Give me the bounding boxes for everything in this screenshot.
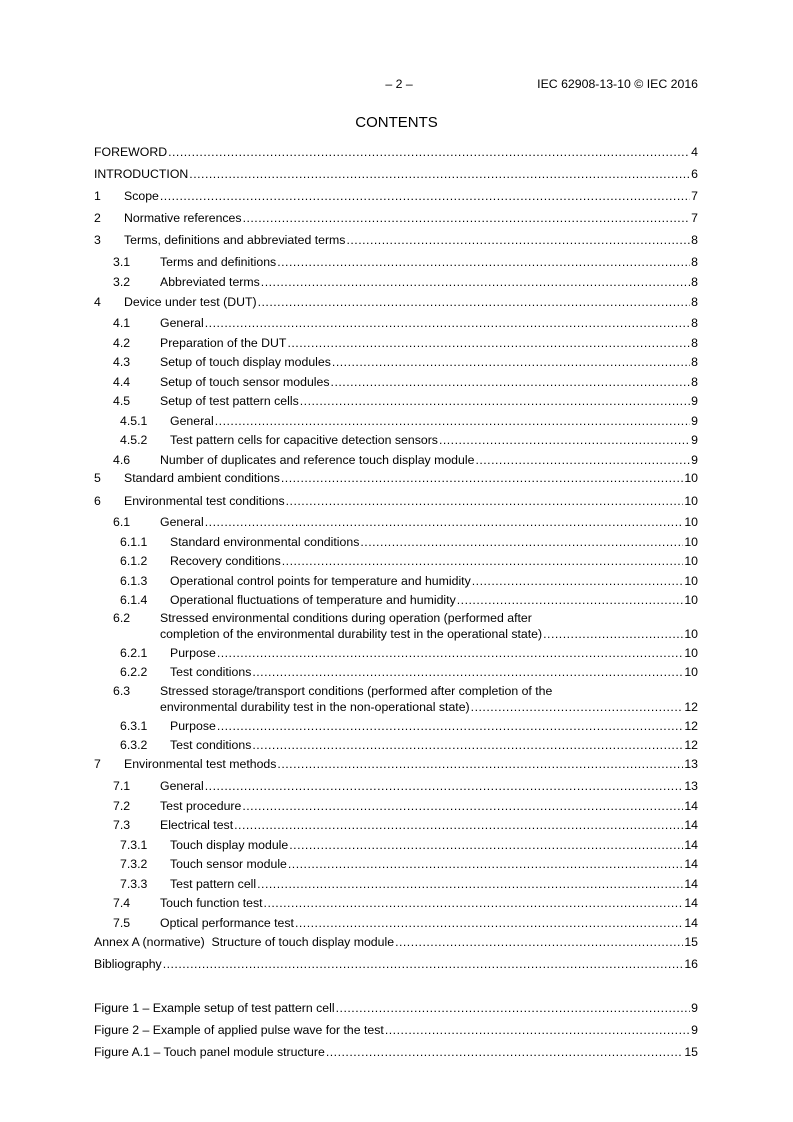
toc-entry-foreword[interactable]: FOREWORD ..... 4 [94, 144, 698, 160]
toc-entry[interactable]: 7.3.1 Touch display module ..... 14 [94, 837, 698, 853]
toc-entry[interactable]: 4.3 Setup of touch display modules ..... 8 [94, 354, 698, 370]
toc-entry-number: 6.2 [113, 611, 131, 625]
toc-entry[interactable]: 5 Standard ambient conditions ..... 10 [94, 470, 698, 486]
toc-entry[interactable]: 3.1 Terms and definitions ..... 8 [94, 254, 698, 270]
toc-entry[interactable]: Stressed storage/transport conditions (performed after completion of the 6.3 environmental durability test in the non-operational state) ..... 12 [94, 683, 698, 715]
toc-entry[interactable]: 3.2 Abbreviated terms ..... 8 [94, 274, 698, 290]
toc-entry[interactable]: 6.1.4 Operational fluctuations of temperature and humidity ..... 10 [94, 592, 698, 608]
toc-entry[interactable]: 3 Terms, definitions and abbreviated terms ..... 8 [94, 232, 698, 248]
figure-list-entry[interactable]: Figure A.1 – Touch panel module structure ..... 15 [94, 1044, 698, 1060]
toc-entry[interactable]: 7.3.2 Touch sensor module ..... 14 [94, 856, 698, 872]
toc-entry[interactable]: 7.3 Electrical test ..... 14 [94, 817, 698, 833]
toc-entry-bibliography[interactable]: Bibliography ..... 16 [94, 956, 698, 972]
toc-entry[interactable]: 7 Environmental test methods ..... 13 [94, 756, 698, 772]
toc-entry[interactable]: 6.3.2 Test conditions ..... 12 [94, 737, 698, 753]
toc-entry[interactable]: 6.1 General ..... 10 [94, 514, 698, 530]
toc-entry[interactable]: 7.2 Test procedure ..... 14 [94, 798, 698, 814]
toc-entry[interactable]: 2 Normative references ..... 7 [94, 210, 698, 226]
toc-entry[interactable]: 4.4 Setup of touch sensor modules ..... 8 [94, 374, 698, 390]
toc-entry[interactable]: 4.5.1 General ..... 9 [94, 413, 698, 429]
document-reference: IEC 62908-13-10 © IEC 2016 [537, 77, 698, 91]
toc-entry[interactable]: 6.2.2 Test conditions ..... 10 [94, 664, 698, 680]
figure-list-entry[interactable]: Figure 2 – Example of applied pulse wave for the test ..... 9 [94, 1022, 698, 1038]
toc-entry[interactable]: 6.1.3 Operational control points for temperature and humidity ..... 10 [94, 573, 698, 589]
toc-entry[interactable]: 4.6 Number of duplicates and reference touch display module ..... 9 [94, 452, 698, 468]
contents-title: CONTENTS [355, 114, 438, 131]
page-header [0, 77, 793, 91]
toc-entry[interactable]: 4.1 General ..... 8 [94, 315, 698, 331]
toc-entry[interactable]: 6.1.2 Recovery conditions ..... 10 [94, 553, 698, 569]
toc-entry[interactable]: 7.5 Optical performance test ..... 14 [94, 915, 698, 931]
toc-entry[interactable]: 7.4 Touch function test ..... 14 [94, 895, 698, 911]
toc-entry-introduction[interactable]: INTRODUCTION ..... 6 [94, 166, 698, 182]
toc-entry[interactable]: 7.1 General ..... 13 [94, 778, 698, 794]
toc-entry[interactable]: 1 Scope ..... 7 [94, 188, 698, 204]
toc-entry[interactable]: 6.1.1 Standard environmental conditions ..... 10 [94, 534, 698, 550]
toc-entry[interactable]: 4.2 Preparation of the DUT ..... 8 [94, 335, 698, 351]
toc-entry[interactable]: 6.3.1 Purpose ..... 12 [94, 718, 698, 734]
toc-entry[interactable]: 4.5.2 Test pattern cells for capacitive detection sensors ..... 9 [94, 432, 698, 448]
toc-entry[interactable]: 7.3.3 Test pattern cell ..... 14 [94, 876, 698, 892]
toc-entry[interactable]: 6.2.1 Purpose ..... 10 [94, 645, 698, 661]
toc-entry[interactable]: 6 Environmental test conditions ..... 10 [94, 493, 698, 509]
page-number: – 2 – [385, 77, 413, 91]
toc-entry[interactable]: Stressed environmental conditions during operation (performed after 6.2 completion of the environmental durability test in the operational state) ..... 10 [94, 610, 698, 642]
toc-entry[interactable]: 4 Device under test (DUT) ..... 8 [94, 294, 698, 310]
toc-entry-annex-a[interactable]: Annex A (normative) Structure of touch display module ..... 15 [94, 934, 698, 950]
toc-entry[interactable]: 4.5 Setup of test pattern cells ..... 9 [94, 393, 698, 409]
figure-list-entry[interactable]: Figure 1 – Example setup of test pattern cell ..... 9 [94, 1000, 698, 1016]
toc-entry-number: 6.3 [113, 684, 131, 698]
